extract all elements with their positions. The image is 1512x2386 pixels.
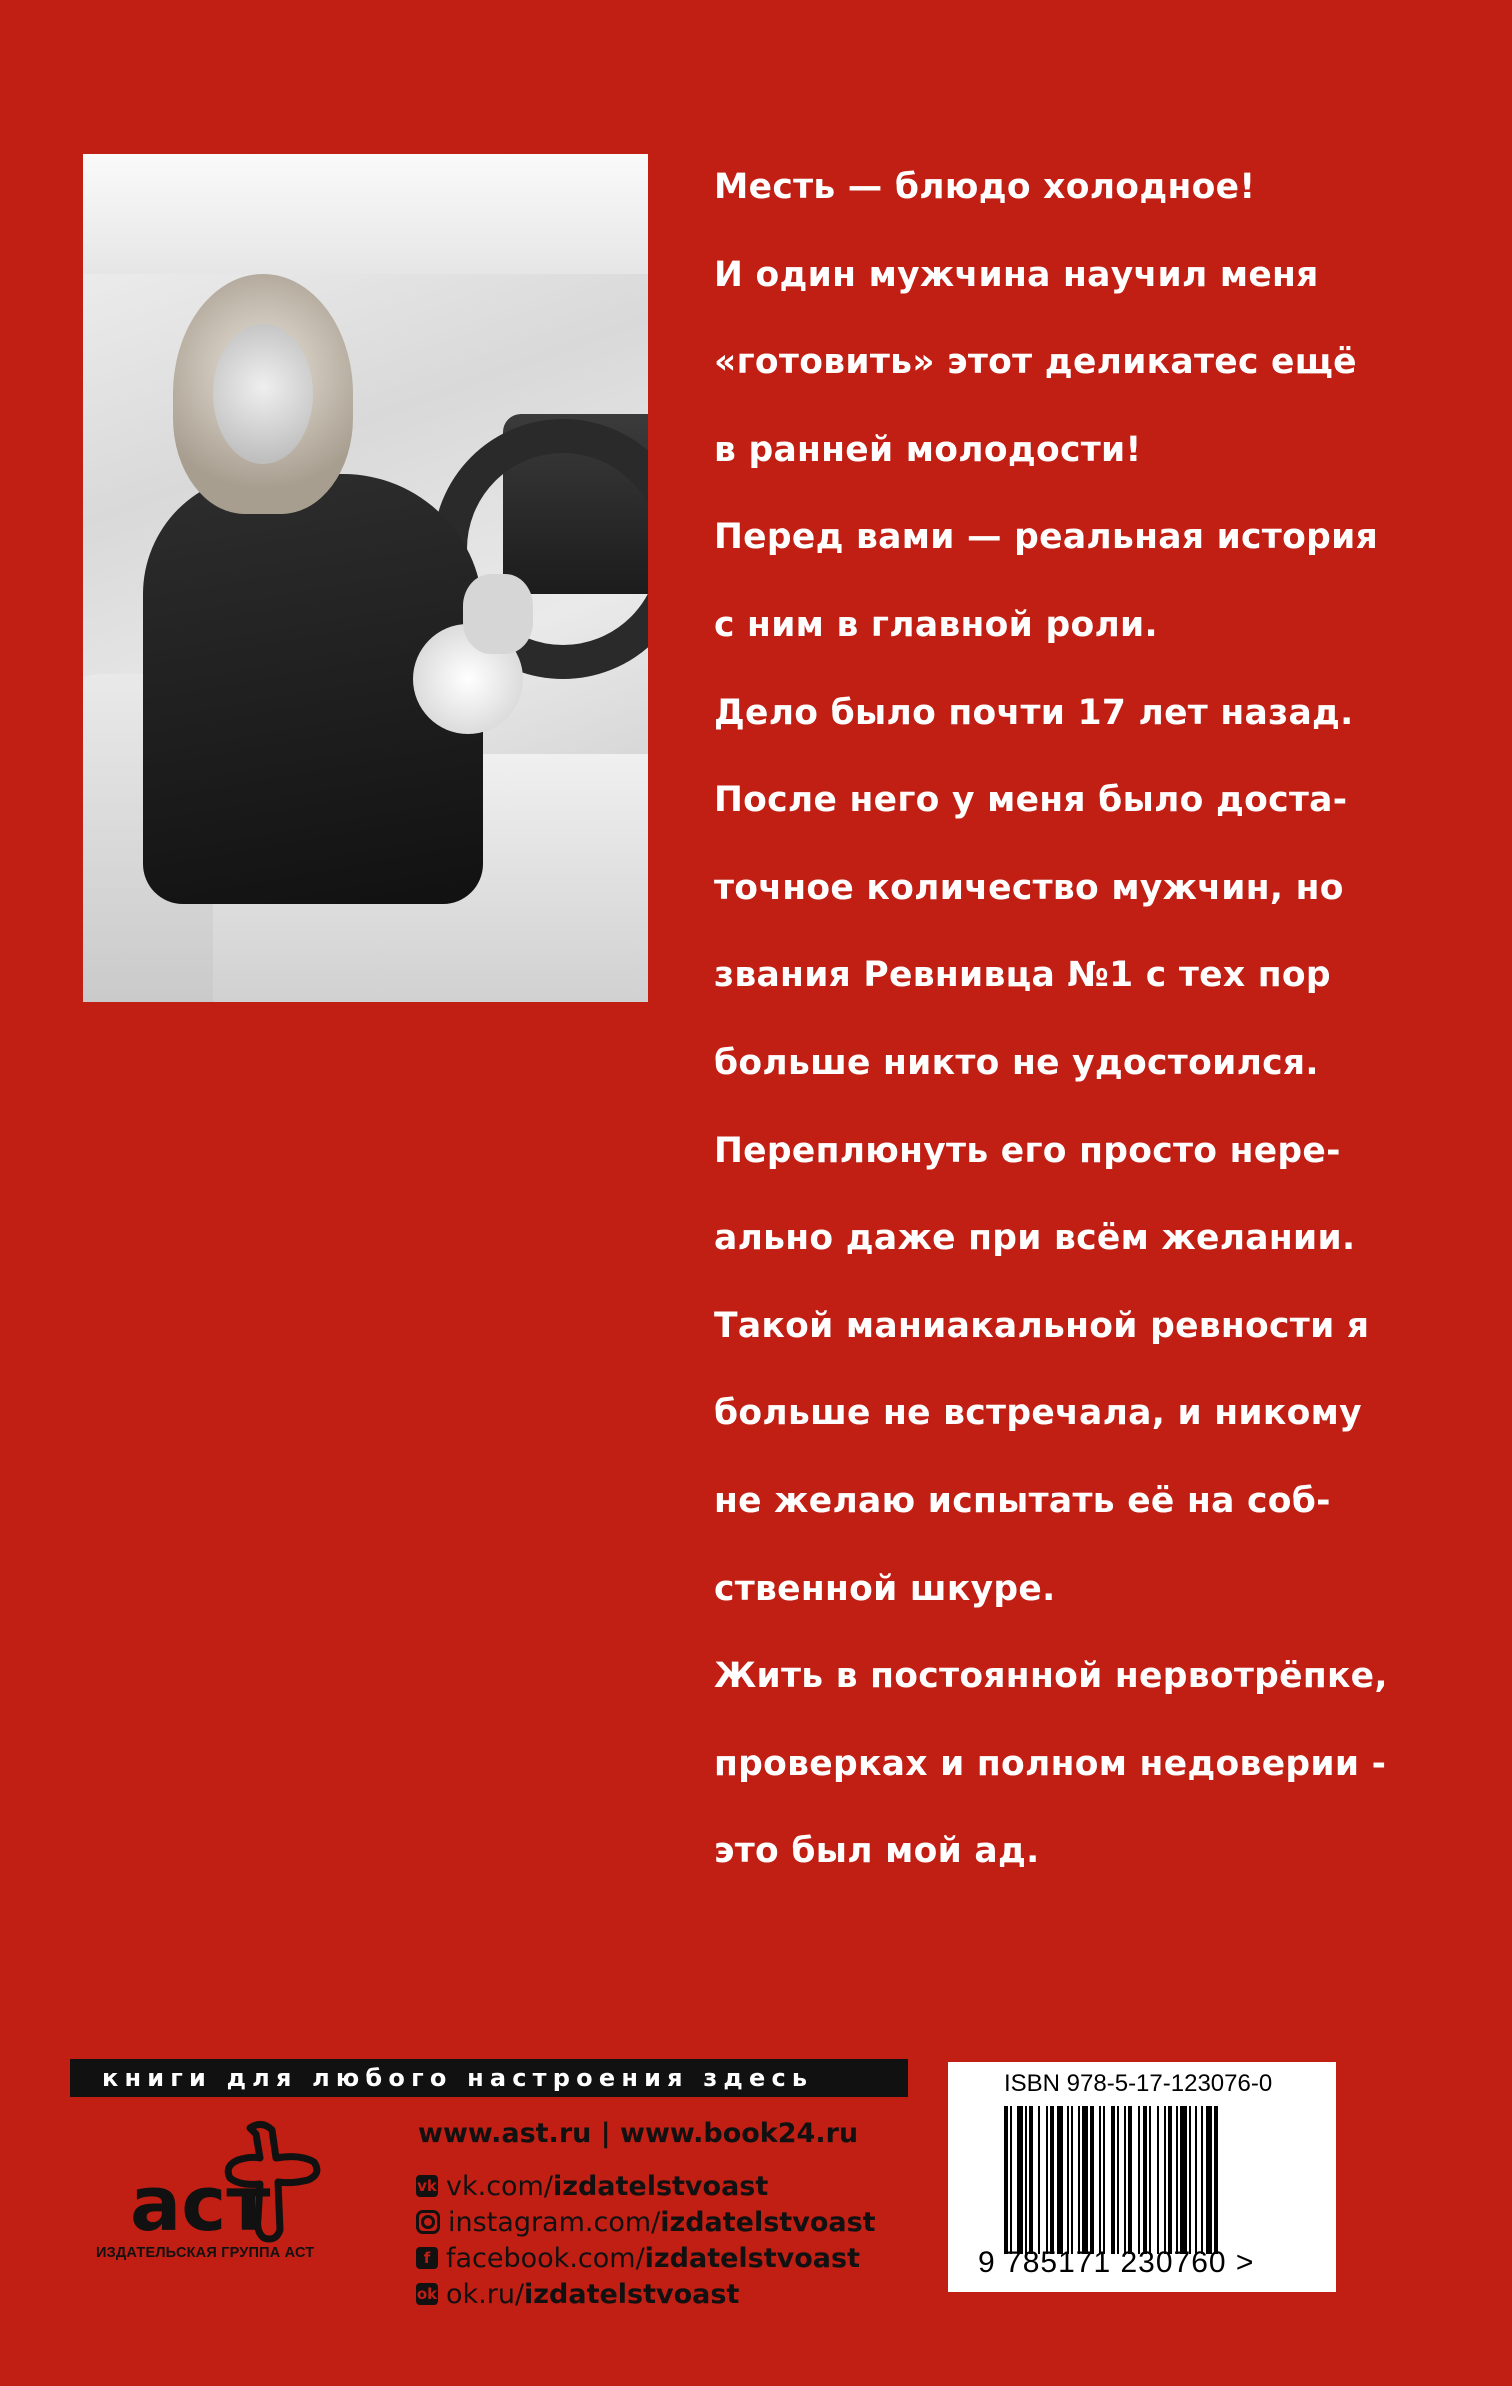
ean-digits: 9 785171 230760 > — [978, 2246, 1255, 2279]
social-prefix: facebook.com/ — [446, 2242, 645, 2274]
barcode-bar — [1189, 2106, 1191, 2254]
social-prefix: ok.ru/ — [446, 2278, 525, 2310]
barcode-bar — [1206, 2106, 1212, 2254]
barcode-bar — [1111, 2106, 1115, 2254]
social-link-ok[interactable] — [416, 2276, 876, 2312]
barcode-bar — [1046, 2106, 1048, 2254]
instagram-icon — [416, 2210, 440, 2234]
social-link-vk[interactable] — [416, 2168, 876, 2204]
social-handle: izdatelstvoast — [552, 2170, 769, 2202]
social-handle: izdatelstvoast — [660, 2206, 876, 2238]
publisher-caption: ИЗДАТЕЛЬСКАЯ ГРУППА АСТ — [96, 2245, 315, 2261]
annotation-line: Переплюнуть его просто нере- — [714, 1130, 1341, 1171]
publisher-logo — [100, 2118, 360, 2248]
annotation-line: точное количество мужчин, но — [714, 867, 1344, 908]
barcode-bar — [1201, 2106, 1203, 2254]
barcode-bar — [1138, 2106, 1140, 2254]
annotation-line: Месть — блюдо холодное! — [714, 167, 1256, 207]
social-link-instagram[interactable] — [416, 2204, 876, 2240]
annotation-line: После него у меня было доста- — [714, 780, 1348, 821]
barcode-bar — [1143, 2106, 1147, 2254]
barcode-bar — [1164, 2106, 1166, 2254]
isbn-number: ISBN 978-5-17-123076-0 — [1004, 2070, 1273, 2097]
barcode-bar — [1090, 2106, 1094, 2254]
barcode-bar — [1103, 2106, 1105, 2254]
annotation-line: больше никто не удостоился. — [714, 1042, 1319, 1083]
annotation-line: ственной шкуре. — [714, 1568, 1056, 1609]
barcode-bar — [1168, 2106, 1172, 2254]
annotation-line: проверках и полном недоверии - — [714, 1743, 1387, 1784]
barcode-bar — [1082, 2106, 1088, 2254]
barcode-bar — [1180, 2106, 1186, 2254]
barcode-bars — [1004, 2106, 1270, 2254]
annotation-text — [714, 144, 1454, 1896]
barcode-bar — [1017, 2106, 1023, 2254]
barcode-bar — [1157, 2106, 1159, 2254]
facebook-icon: f — [416, 2247, 438, 2269]
annotation-line: Такой маниакальной ревности я — [714, 1305, 1370, 1346]
barcode-panel — [948, 2062, 1336, 2292]
social-handle: izdatelstvoast — [524, 2278, 740, 2310]
social-handle: izdatelstvoast — [644, 2242, 860, 2274]
annotation-line: Перед вами — реальная история — [714, 517, 1379, 558]
barcode-bar — [1071, 2106, 1073, 2254]
barcode-bar — [1099, 2106, 1101, 2254]
annotation-line: ально даже при всём желании. — [714, 1218, 1356, 1259]
social-link-facebook[interactable] — [416, 2240, 876, 2276]
barcode-bar — [1004, 2106, 1008, 2254]
annotation-line: Жить в постоянной нервотрёпке, — [714, 1656, 1388, 1697]
barcode-bar — [1078, 2106, 1080, 2254]
barcode-bar — [1025, 2106, 1027, 2254]
publisher-websites[interactable]: www.ast.ru | www.book24.ru — [418, 2118, 859, 2149]
barcode-bar — [1067, 2106, 1069, 2254]
annotation-line: с ним в главной роли. — [714, 604, 1158, 645]
barcode-bar — [1124, 2106, 1126, 2254]
annotation-line: «готовить» этот деликатес ещё — [714, 342, 1357, 383]
ok-icon: ok — [416, 2285, 438, 2303]
barcode-bar — [1010, 2106, 1012, 2254]
vk-icon: vk — [417, 2177, 437, 2195]
annotation-line: в ранней молодости! — [714, 429, 1142, 470]
annotation-line: И один мужчина научил меня — [714, 254, 1319, 295]
social-links — [416, 2168, 876, 2312]
barcode-bar — [1149, 2106, 1151, 2254]
barcode-bar — [1029, 2106, 1033, 2254]
annotation-line: Дело было почти 17 лет назад. — [714, 692, 1354, 733]
barcode-bar — [1050, 2106, 1054, 2254]
social-prefix: instagram.com/ — [448, 2206, 661, 2238]
barcode-bar — [1176, 2106, 1178, 2254]
annotation-line: это был мой ад. — [714, 1831, 1040, 1872]
logo-text: аст — [130, 2159, 271, 2248]
barcode-bar — [1117, 2106, 1119, 2254]
annotation-line: больше не встречала, и никому — [714, 1393, 1362, 1434]
barcode-bar — [1214, 2106, 1218, 2254]
barcode-bar — [1195, 2106, 1197, 2254]
author-photo — [83, 154, 648, 1002]
social-prefix: vk.com/ — [446, 2170, 553, 2202]
tagline-bar: книги для любого настроения здесь — [70, 2059, 908, 2097]
annotation-line: не желаю испытать её на соб- — [714, 1480, 1331, 1521]
barcode-bar — [1128, 2106, 1132, 2254]
annotation-line: звания Ревнивца №1 с тех пор — [714, 955, 1331, 996]
barcode-bar — [1057, 2106, 1063, 2254]
barcode-bar — [1038, 2106, 1040, 2254]
